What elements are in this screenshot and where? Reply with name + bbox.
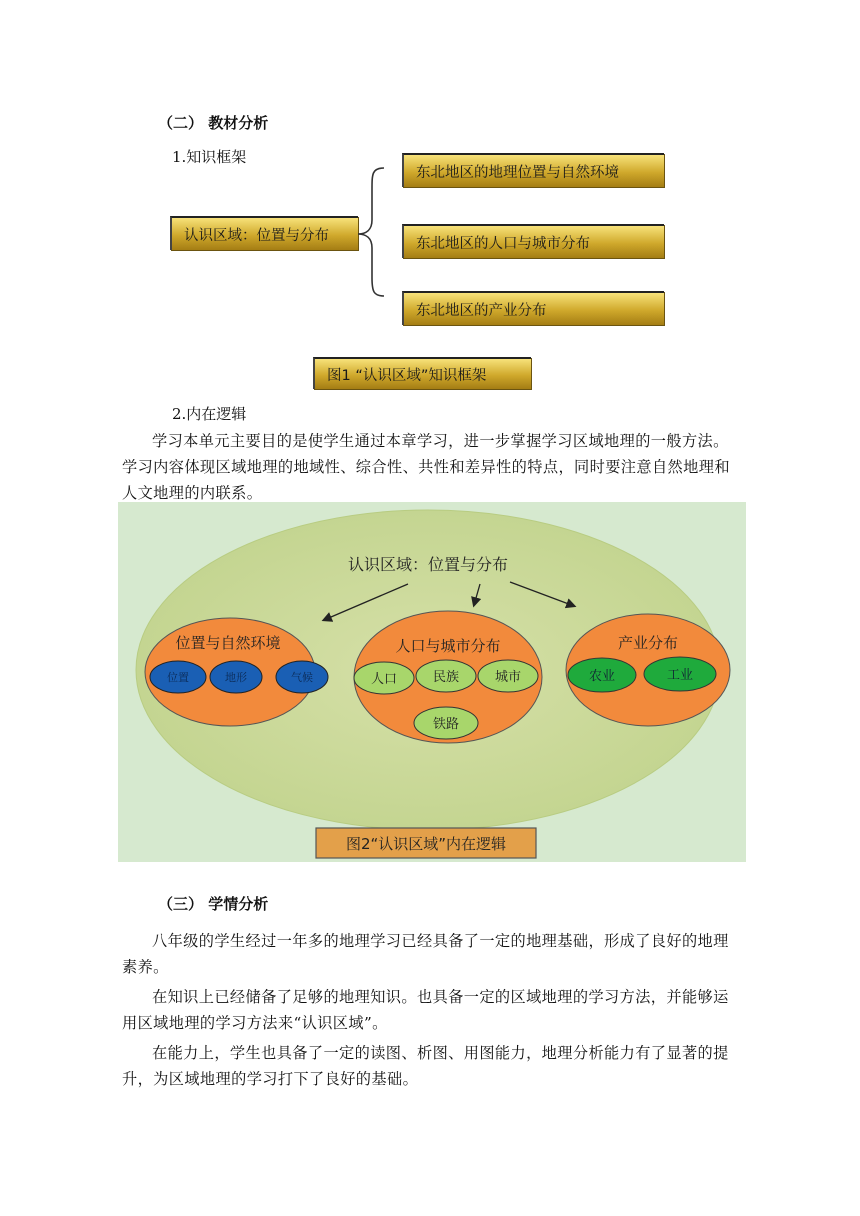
item-label: 铁路 — [432, 717, 460, 732]
inner-logic-paragraph: 学习本单元主要目的是使学生通过本章学习，进一步掌握学习区域地理的一般方法。学习内容体现区域地理的地域性、综合性、共性和差异性的特点，同时要注意自然地理和人文地理的内联系。 — [122, 432, 730, 502]
framework-root-label: 认识区域：位置与分布 — [184, 227, 329, 244]
logic-diagram — [118, 502, 746, 862]
figure1-caption: 图1 “认识区域”知识框架 — [327, 367, 487, 384]
section-heading-students: （三） 学情分析 — [158, 895, 269, 913]
framework-branch-box — [402, 224, 664, 258]
inner-logic-heading: 2.内在逻辑 — [172, 405, 247, 423]
item-label: 人口 — [370, 672, 398, 687]
group-title: 位置与自然环境 — [175, 634, 281, 652]
group-title: 产业分布 — [617, 634, 679, 652]
framework-root-box — [170, 216, 358, 250]
item-label: 工业 — [666, 668, 694, 683]
knowledge-framework-heading: 1.知识框架 — [172, 148, 247, 166]
student-paragraph: 八年级的学生经过一年多的地理学习已经具备了一定的地理基础，形成了良好的地理素养。 — [122, 932, 729, 976]
framework-branch-label: 东北地区的产业分布 — [416, 302, 547, 319]
diagram-top-label: 认识区域：位置与分布 — [347, 555, 509, 574]
item-label: 农业 — [588, 669, 616, 684]
figure1-caption-box — [313, 357, 531, 389]
item-label: 位置 — [167, 671, 189, 684]
framework-branch-label: 东北地区的人口与城市分布 — [416, 235, 590, 252]
figure2-caption: 图2“认识区域”内在逻辑 — [345, 835, 507, 853]
item-label: 地形 — [225, 671, 247, 684]
student-paragraph: 在能力上，学生也具备了一定的读图、析图、用图能力，地理分析能力有了显著的提升，为区域地理的学习打下了良好的基础。 — [122, 1044, 729, 1088]
framework-branch-label: 东北地区的地理位置与自然环境 — [416, 164, 619, 181]
student-paragraph: 在知识上已经储备了足够的地理知识。也具备一定的区域地理的学习方法，并能够运用区域地理的学习方法来“认识区域”。 — [122, 988, 729, 1032]
item-label: 民族 — [432, 670, 460, 685]
item-label: 城市 — [494, 670, 522, 685]
item-label: 气候 — [291, 671, 313, 684]
group-title: 人口与城市分布 — [395, 637, 501, 655]
framework-branch-box — [402, 153, 664, 187]
framework-brace — [354, 160, 404, 300]
section-heading-materials: （二） 教材分析 — [158, 114, 269, 132]
framework-branch-box — [402, 291, 664, 325]
